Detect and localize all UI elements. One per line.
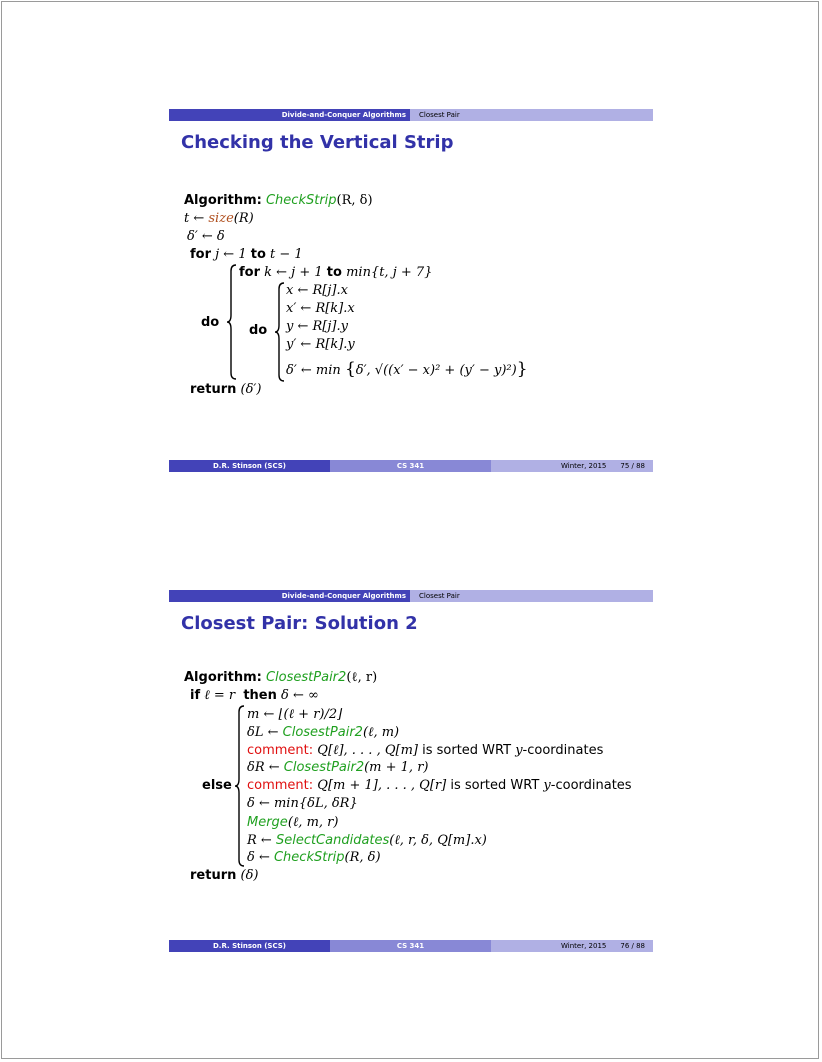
code-line: t ← size(R) [184, 211, 254, 226]
footer-course[interactable]: CS 341 [330, 460, 491, 472]
slide-header [169, 109, 653, 121]
slide-header [169, 590, 653, 602]
else-keyword: else [202, 778, 232, 793]
algorithm-line: Algorithm: ClosestPair2(ℓ, r) [184, 670, 378, 685]
code-line: Merge(ℓ, m, r) [247, 815, 339, 830]
brace-close-icon: } [516, 359, 528, 379]
left-brace-icon [226, 263, 238, 381]
comment-line: comment: Q[m + 1], . . . , Q[r] is sorted WRT y-coordinates [247, 778, 632, 793]
function-name: CheckStrip [265, 193, 337, 208]
page-number: 76 / 88 [620, 942, 645, 950]
slide-footer [169, 460, 653, 472]
page-number: 75 / 88 [620, 462, 645, 470]
code-line: δ ← CheckStrip(R, δ) [247, 850, 381, 865]
inner-do-keyword: do [249, 323, 268, 338]
code-line: y′ ← R[k].y [286, 337, 355, 352]
code-line: x′ ← R[k].x [286, 301, 355, 316]
header-subsection[interactable]: Closest Pair [410, 109, 653, 121]
header-subsection[interactable]: Closest Pair [410, 590, 653, 602]
brace-open-icon: { [344, 359, 356, 379]
code-line: R ← SelectCandidates(ℓ, r, δ, Q[m].x) [247, 833, 487, 848]
slide-title: Closest Pair: Solution 2 [181, 613, 418, 634]
comment-line: comment: Q[ℓ], . . . , Q[m] is sorted WRT y-coordinates [247, 743, 604, 758]
footer-term: Winter, 2015 75 / 88 [491, 460, 653, 472]
do-keyword: do [201, 315, 220, 330]
code-line: δ′ ← min {δ′, √((x′ − x)² + (y′ − y)²)} [286, 359, 528, 379]
for-line: for j ← 1 to t − 1 [190, 247, 303, 262]
code-line: y ← R[j].y [286, 319, 348, 334]
return-line: return (δ) [190, 868, 259, 883]
left-brace-icon [274, 281, 286, 383]
function-name: ClosestPair2 [265, 670, 347, 685]
code-line: x ← R[j].x [286, 283, 348, 298]
footer-author[interactable]: D.R. Stinson (SCS) [169, 460, 330, 472]
slide-76 [169, 590, 653, 953]
if-line: if ℓ = r then δ ← ∞ [190, 688, 319, 703]
slide-75 [169, 109, 653, 472]
footer-term: Winter, 2015 76 / 88 [491, 940, 653, 952]
code-line: δ′ ← δ [187, 229, 225, 244]
code-line: δR ← ClosestPair2(m + 1, r) [247, 760, 429, 775]
return-line: return (δ′) [190, 382, 262, 397]
algorithm-line: Algorithm: CheckStrip(R, δ) [184, 193, 373, 208]
code-line: δ ← min{δL, δR} [247, 796, 358, 811]
left-brace-icon [234, 704, 246, 868]
inner-for-line: for k ← j + 1 to min{t, j + 7} [239, 265, 433, 280]
slide-footer [169, 940, 653, 952]
slide-title: Checking the Vertical Strip [181, 132, 454, 153]
code-line: δL ← ClosestPair2(ℓ, m) [247, 725, 400, 740]
footer-author[interactable]: D.R. Stinson (SCS) [169, 940, 330, 952]
code-line: m ← ⌊(ℓ + r)/2⌋ [247, 707, 343, 722]
header-section[interactable]: Divide-and-Conquer Algorithms [169, 590, 410, 602]
header-section[interactable]: Divide-and-Conquer Algorithms [169, 109, 410, 121]
footer-course[interactable]: CS 341 [330, 940, 491, 952]
